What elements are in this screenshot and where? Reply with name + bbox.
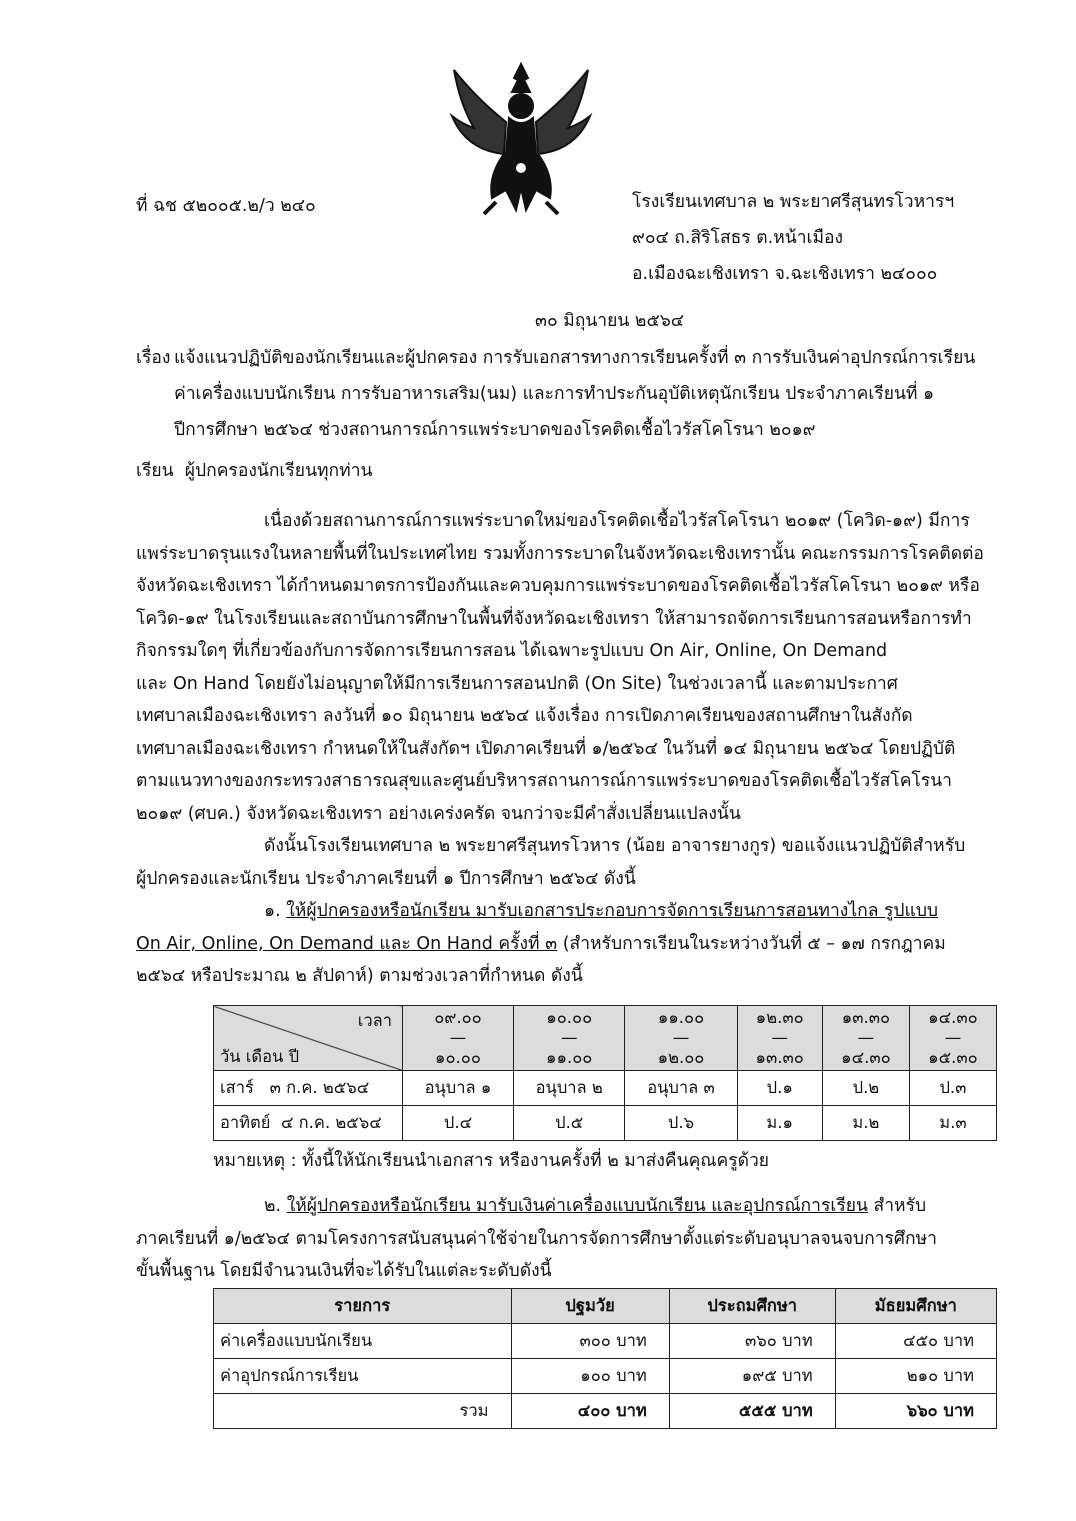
schedule-day: เสาร์ ๓ ก.ค. ๒๕๖๔ bbox=[214, 1071, 403, 1106]
body-line: ผู้ปกครองและนักเรียน ประจำภาคเรียนที่ ๑ ปีการศึกษา ๒๕๖๔ ดังนี้ bbox=[136, 868, 636, 889]
fees-header: มัธยมศึกษา bbox=[835, 1289, 996, 1324]
schedule-cell: อนุบาล ๒ bbox=[513, 1071, 625, 1106]
item-1-line: ๒๕๖๔ หรือประมาณ ๒ สัปดาห์) ตามช่วงเวลาที่กำหนด ดังนี้ bbox=[136, 966, 583, 986]
item-1-period: (สำหรับการเรียนในระหว่างวันที่ ๕ – ๑๗ กรกฎาคม bbox=[557, 933, 946, 954]
garuda-emblem bbox=[446, 58, 596, 216]
total-label: รวม bbox=[214, 1394, 512, 1429]
schedule-table bbox=[213, 1005, 997, 1141]
schedule-cell: ม.๑ bbox=[737, 1106, 822, 1141]
subject-line: แจ้งแนวปฏิบัติของนักเรียนและผู้ปกครอง การรับเอกสารทางการเรียนครั้งที่ ๓ การรับเงินค่าอุปกรณ์การเรียน bbox=[174, 348, 976, 368]
item-1-line bbox=[136, 928, 996, 961]
schedule-cell: ม.๒ bbox=[822, 1106, 909, 1141]
body-line: จังหวัดฉะเชิงเทรา ได้กำหนดมาตรการป้องกันและควบคุมการแพร่ระบาดของโรคติดเชื้อไวรัสโคโรนา ๒๐๑๙ หรือ bbox=[136, 576, 980, 596]
time-slot: ๐๙.๐๐ — ๑๐.๐๐ bbox=[403, 1006, 514, 1071]
item-1-heading bbox=[136, 895, 996, 928]
schedule-cell: ป.๓ bbox=[909, 1071, 996, 1106]
item-1-modes: On Air, Online, On Demand และ On Hand ครั้งที่ ๓ bbox=[136, 933, 558, 954]
subject-line: ค่าเครื่องแบบนักเรียน การรับอาหารเสริม(นม) และการทำประกันอุบัติเหตุนักเรียน ประจำภาคเรียนที่ ๑ bbox=[174, 384, 935, 404]
subject-label: เรื่อง bbox=[136, 348, 171, 368]
table-row bbox=[214, 1359, 997, 1394]
schedule-cell: อนุบาล ๑ bbox=[403, 1071, 514, 1106]
schedule-corner bbox=[214, 1006, 403, 1071]
time-slot: ๑๒.๓๐ — ๑๓.๓๐ bbox=[737, 1006, 822, 1071]
schedule-cell: ป.๕ bbox=[513, 1106, 625, 1141]
time-slot: ๑๑.๐๐ — ๑๒.๐๐ bbox=[625, 1006, 737, 1071]
table-row bbox=[214, 1324, 997, 1359]
body-line: และ On Hand โดยยังไม่อนุญาตให้มีการเรียนการสอนปกติ (On Site) ในช่วงเวลานี้ และตามประกาศ bbox=[136, 673, 898, 694]
fee-value: ๓๐๐ บาท bbox=[511, 1324, 669, 1359]
body-line: ดังนั้นโรงเรียนเทศบาล ๒ พระยาศรีสุนทรโวหาร (น้อย อาจารยางกูร) ขอแจ้งแนวปฏิบัติสำหรับ bbox=[264, 836, 966, 856]
subject-block bbox=[136, 340, 975, 448]
schedule-cell: ม.๓ bbox=[909, 1106, 996, 1141]
body-line: เนื่องด้วยสถานการณ์การแพร่ระบาดใหม่ของโรคติดเชื้อไวรัสโคโรนา ๒๐๑๙ (โควิด-๑๙) มีการ bbox=[264, 511, 970, 531]
item-2-underlined: ให้ผู้ปกครองหรือนักเรียน มารับเงินค่าเครื่องแบบนักเรียน และอุปกรณ์การเรียน bbox=[286, 1196, 868, 1216]
letter-date: ๓๐ มิถุนายน ๒๕๖๔ bbox=[535, 311, 685, 331]
reference-number: ที่ ฉช ๕๒๐๐๕.๒/ว ๒๔๐ bbox=[136, 196, 316, 216]
schedule-cell: ป.๔ bbox=[403, 1106, 514, 1141]
school-address bbox=[632, 184, 954, 292]
item-2-line: ภาคเรียนที่ ๑/๒๕๖๔ ตามโครงการสนับสนุนค่าใช้จ่ายในการจัดการศึกษาตั้งแต่ระดับอนุบาลจนจบการศึกษา bbox=[136, 1228, 937, 1249]
fee-item: ค่าเครื่องแบบนักเรียน bbox=[214, 1324, 512, 1359]
table-row-total bbox=[214, 1394, 997, 1429]
fees-header: ปฐมวัย bbox=[511, 1289, 669, 1324]
salutation bbox=[136, 455, 372, 488]
table-row bbox=[214, 1106, 997, 1141]
address-line: ๙๐๔ ถ.สิริโสธร ต.หน้าเมือง bbox=[632, 228, 844, 248]
fee-value: ๑๐๐ บาท bbox=[511, 1359, 669, 1394]
item-2-heading: ๒. ให้ผู้ปกครองหรือนักเรียน มารับเงินค่าเครื่องแบบนักเรียน และอุปกรณ์การเรียน สำหรับ bbox=[264, 1196, 927, 1216]
salutation-text: ผู้ปกครองนักเรียนทุกท่าน bbox=[184, 461, 373, 481]
body-line: โควิด-๑๙ ในโรงเรียนและสถาบันการศึกษาในพื้นที่จังหวัดฉะเชิงเทรา ให้สามารถจัดการเรียนการสอนหรือการทำ bbox=[136, 608, 972, 629]
fees-header: ประถมศึกษา bbox=[669, 1289, 835, 1324]
letter-body bbox=[136, 505, 996, 993]
item-number: ๒. bbox=[264, 1196, 282, 1216]
address-line: อ.เมืองฉะเชิงเทรา จ.ฉะเชิงเทรา ๒๔๐๐๐ bbox=[632, 264, 938, 284]
total-value: ๔๐๐ บาท bbox=[511, 1394, 669, 1429]
time-slot: ๑๓.๓๐ — ๑๔.๓๐ bbox=[822, 1006, 909, 1071]
fee-value: ๓๖๐ บาท bbox=[669, 1324, 835, 1359]
schedule-cell: ป.๖ bbox=[625, 1106, 737, 1141]
schedule-day: อาทิตย์ ๔ ก.ค. ๒๕๖๔ bbox=[214, 1106, 403, 1141]
fee-value: ๔๕๐ บาท bbox=[835, 1324, 996, 1359]
total-value: ๕๕๕ บาท bbox=[669, 1394, 835, 1429]
time-slot: ๑๐.๐๐ — ๑๑.๐๐ bbox=[513, 1006, 625, 1071]
body-line: เทศบาลเมืองฉะเชิงเทรา กำหนดให้ในสังกัดฯ เปิดภาคเรียนที่ ๑/๒๕๖๔ ในวันที่ ๑๔ มิถุนายน ๒๕๖๔ โดยปฏิบัติ bbox=[136, 738, 956, 759]
fee-value: ๒๑๐ บาท bbox=[835, 1359, 996, 1394]
item-1-underlined: ให้ผู้ปกครองหรือนักเรียน มารับเอกสารประกอบการจัดการเรียนการสอนทางไกล รูปแบบ bbox=[286, 901, 939, 921]
body-line: กิจกรรมใดๆ ที่เกี่ยวข้องกับการจัดการเรียนการสอน ได้เฉพาะรูปแบบ On Air, Online, On Demand bbox=[136, 641, 888, 661]
body-line: ๒๐๑๙ (ศบค.) จังหวัดฉะเชิงเทรา อย่างเคร่งครัด จนกว่าจะมีคำสั่งเปลี่ยนแปลงนั้น bbox=[136, 803, 741, 824]
corner-time-label: เวลา bbox=[357, 1011, 392, 1030]
item-2-block bbox=[136, 1190, 996, 1288]
item-number: ๑. bbox=[264, 901, 281, 921]
fees-header: รายการ bbox=[214, 1289, 512, 1324]
fee-item: ค่าอุปกรณ์การเรียน bbox=[214, 1359, 512, 1394]
schedule-cell: ป.๑ bbox=[737, 1071, 822, 1106]
schedule-cell: ป.๒ bbox=[822, 1071, 909, 1106]
body-line: แพร่ระบาดรุนแรงในหลายพื้นที่ในประเทศไทย รวมทั้งการระบาดในจังหวัดฉะเชิงเทรานั้น คณะกรรมการโรคติดต่อ bbox=[136, 543, 984, 564]
body-line: เทศบาลเมืองฉะเชิงเทรา ลงวันที่ ๑๐ มิถุนายน ๒๕๖๔ แจ้งเรื่อง การเปิดภาคเรียนของสถานศึกษาในสังกัด bbox=[136, 706, 913, 726]
subject-line: ปีการศึกษา ๒๕๖๔ ช่วงสถานการณ์การแพร่ระบาดของโรคติดเชื้อไวรัสโคโรนา ๒๐๑๙ bbox=[174, 420, 816, 440]
item-2-line: ขั้นพื้นฐาน โดยมีจำนวนเงินที่จะได้รับในแต่ละระดับดังนี้ bbox=[136, 1261, 552, 1281]
address-line: โรงเรียนเทศบาล ๒ พระยาศรีสุนทรโวหารฯ bbox=[632, 192, 955, 212]
corner-date-label: วัน เดือน ปี bbox=[220, 1047, 300, 1066]
time-slot: ๑๔.๓๐ — ๑๕.๓๐ bbox=[909, 1006, 996, 1071]
fee-value: ๑๙๕ บาท bbox=[669, 1359, 835, 1394]
salutation-label: เรียน bbox=[136, 461, 174, 481]
schedule-cell: อนุบาล ๓ bbox=[625, 1071, 737, 1106]
total-value: ๖๖๐ บาท bbox=[835, 1394, 996, 1429]
fees-table bbox=[213, 1288, 997, 1429]
table-row bbox=[214, 1071, 997, 1106]
schedule-note: หมายเหตุ : ทั้งนี้ให้นักเรียนนำเอกสาร หรืองานครั้งที่ ๒ มาส่งคืนคุณครูด้วย bbox=[213, 1151, 770, 1171]
body-line: ตามแนวทางของกระทรวงสาธารณสุขและศูนย์บริหารสถานการณ์การแพร่ระบาดของโรคติดเชื้อไวรัสโคโรนา bbox=[136, 771, 952, 791]
